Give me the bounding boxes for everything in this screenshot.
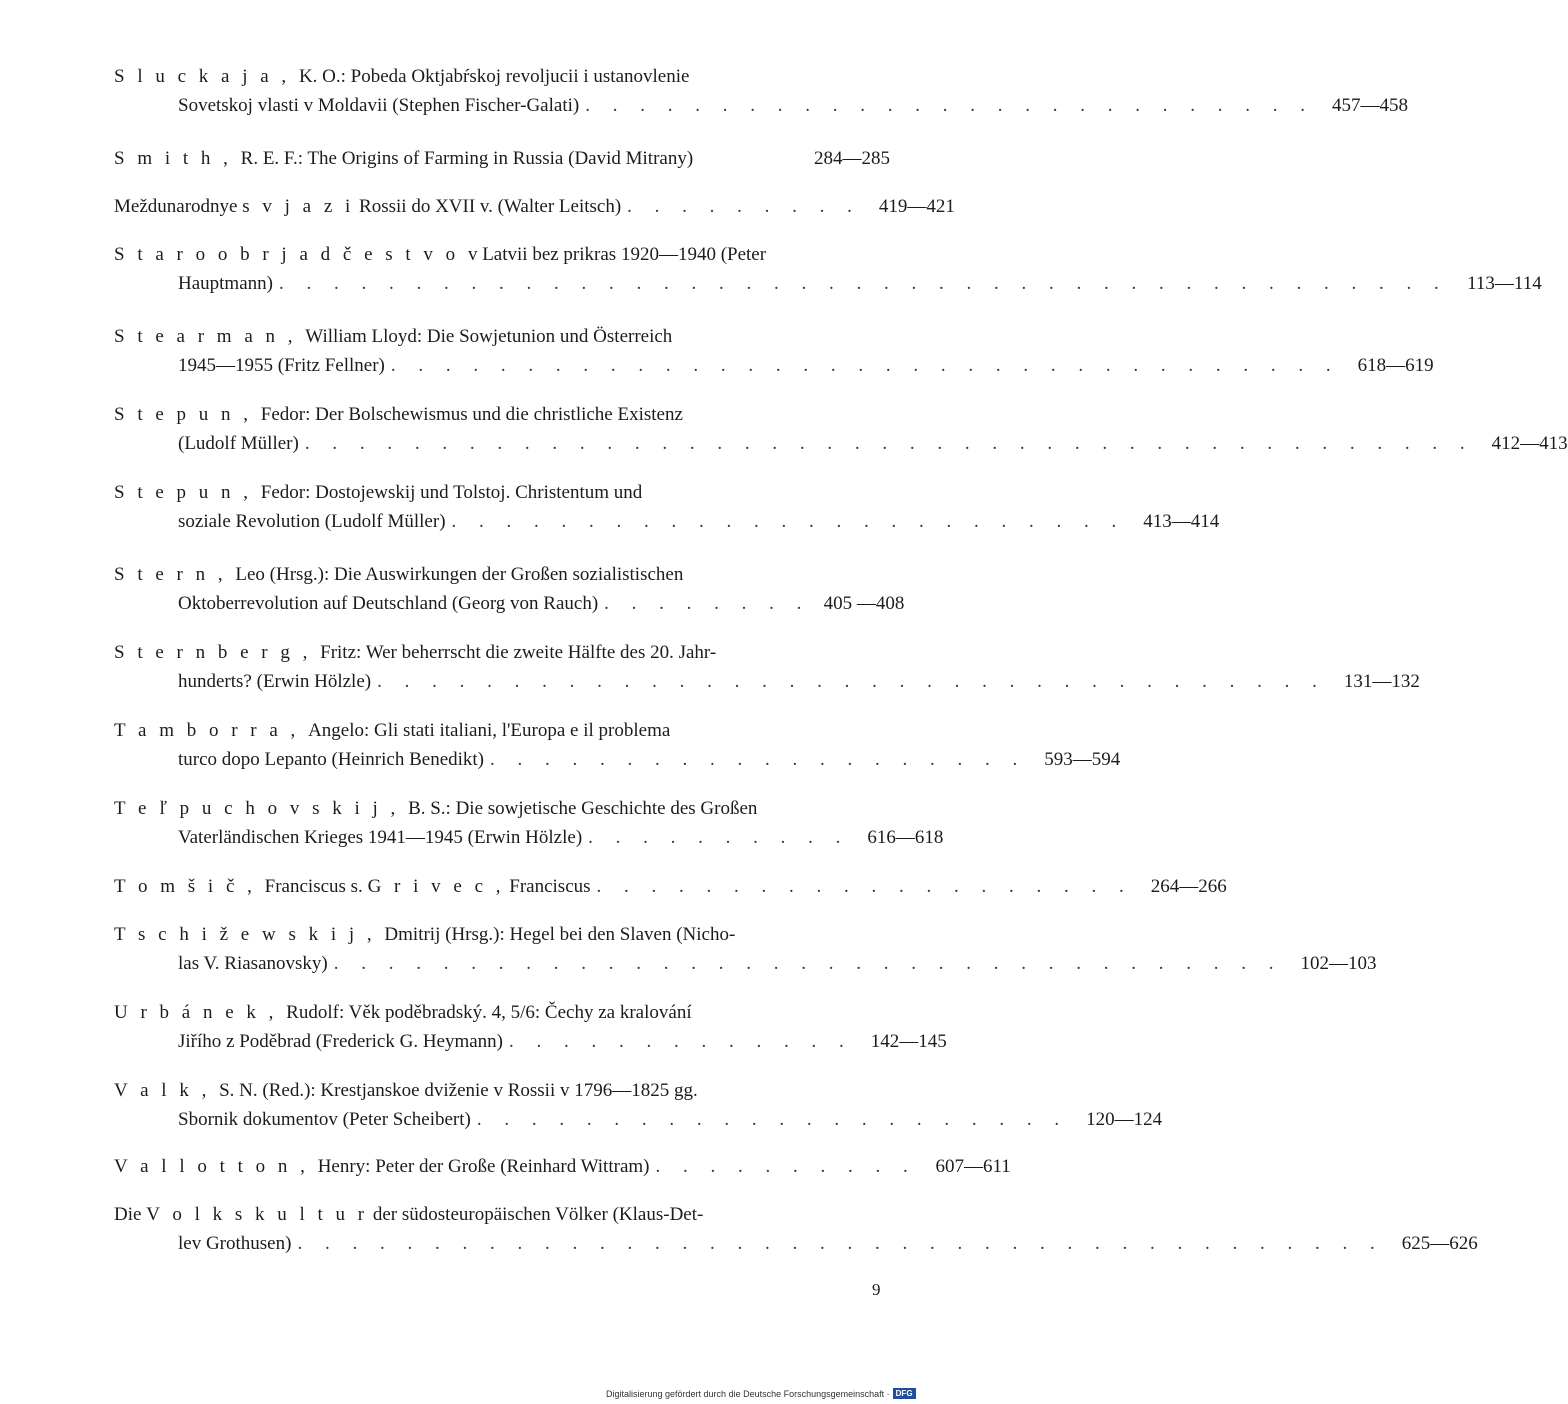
entry-title-continued: Hauptmann) — [178, 273, 273, 294]
author-name: S t e p u n , — [114, 482, 261, 503]
entry-title-continued: soziale Revolution (Ludolf Müller) — [178, 511, 446, 532]
page-range: 625—626 — [1401, 1233, 1478, 1254]
entry-title: Fritz: Wer beherrscht die zweite Hälfte des 20. Jahr- — [320, 642, 717, 663]
entry-title: William Lloyd: Die Sowjetunion und Österreich — [305, 326, 673, 347]
entry-title-continued: turco dopo Lepanto (Heinrich Benedikt) — [178, 749, 485, 770]
dot-leader: . . . . . . . . . . . . . . . . . . . . . . . . . . . . . . . . . . . — [377, 671, 1326, 692]
keyword-spaced: S t a r o o b r j a d č e s t v o — [114, 244, 468, 265]
entry-title-continued: las V. Riasanovsky) — [178, 953, 328, 974]
dot-leader: . . . . . . . . . . . . . . . . . . . . . . . . . — [451, 511, 1126, 532]
page-range: 264—266 — [1150, 876, 1227, 897]
page-range: 457—458 — [1331, 95, 1408, 116]
page-range: 616—618 — [867, 827, 944, 848]
author-name: V a l k , — [114, 1080, 220, 1101]
author-name: U r b á n e k , — [114, 1002, 287, 1023]
entry-title: B. S.: Die sowjetische Geschichte des Großen — [408, 798, 758, 819]
page-range: 131—132 — [1343, 671, 1420, 692]
entry-title: Franciscus s. — [264, 876, 368, 897]
author-name: S t e r n , — [114, 564, 236, 585]
entry-title-rest: Franciscus — [504, 876, 591, 897]
page-range: 607—611 — [935, 1156, 1011, 1177]
index-entry — [114, 144, 890, 173]
dot-leader: . . . . . . . . . . . . . . . . . . . . . . . . . . . — [585, 95, 1314, 116]
author-name: S t e p u n , — [114, 404, 261, 425]
author-name: T o m š i č , — [114, 876, 265, 897]
page-range: 102—103 — [1300, 953, 1377, 974]
index-entry — [114, 1200, 1478, 1258]
dot-leader: . . . . . . . . . . . . . . . . . . . . . . — [476, 1109, 1069, 1130]
entry-title: R. E. F.: The Origins of Farming in Russia (David Mitrany) — [240, 148, 694, 169]
entry-title: Dmitrij (Hrsg.): Hegel bei den Slaven (Nicho- — [384, 924, 736, 945]
entry-title: Meždunarodnye — [114, 196, 243, 217]
author-name: T a m b o r r a , — [114, 720, 309, 741]
page-range: 413—414 — [1143, 511, 1220, 532]
index-entry — [114, 192, 955, 221]
index-entry — [114, 560, 905, 618]
page-range: 405 —408 — [823, 593, 905, 614]
entry-title: Die — [114, 1204, 147, 1225]
index-entry — [114, 872, 1227, 901]
entry-title-continued: Oktoberrevolution auf Deutschland (Georg von Rauch) — [178, 593, 599, 614]
entry-title-rest: Rossii do XVII v. (Walter Leitsch) — [354, 196, 622, 217]
dot-leader: . . . . . . . . . . . . . . . . . . . . . . . . . . . . . . . . . . . . . . . . — [297, 1233, 1384, 1254]
dfg-logo: DFG — [893, 1388, 916, 1399]
entry-title: K. O.: Pobeda Oktjabŕskoj revoljucii i ustanovlenie — [298, 66, 690, 87]
entry-title: Henry: Peter der Große (Reinhard Wittram) — [317, 1156, 650, 1177]
dot-leader: . . . . . . . . . . — [588, 827, 850, 848]
entry-title-continued: Jiřího z Poděbrad (Frederick G. Heymann) — [178, 1031, 504, 1052]
page-range: 618—619 — [1357, 355, 1434, 376]
entry-title-continued: (Ludolf Müller) — [178, 433, 299, 454]
author-name: V a l l o t t o n , — [114, 1156, 318, 1177]
author-name: S t e r n b e r g , — [114, 642, 321, 663]
page-range: 419—421 — [878, 196, 955, 217]
dot-leader: . . . . . . . . — [604, 593, 811, 614]
index-entry — [114, 638, 1420, 696]
page-range: 593—594 — [1044, 749, 1121, 770]
page-range: 113—114 — [1467, 273, 1542, 294]
dot-leader: . . . . . . . . . . . . . . . . . . . . . . . . . . . . . . . . . . . . . . . . . . . — [278, 273, 1448, 294]
dot-leader: . . . . . . . . . . . . . . . . . . . . . . . . . . . . . . . . . . . . . . . . . . . — [304, 433, 1474, 454]
author-name: T e ľ p u c h o v s k i j , — [114, 798, 409, 819]
index-entry — [114, 794, 944, 852]
author-name: S l u c k a j a , — [114, 66, 299, 87]
entry-title: S. N. (Red.): Krestjanskoe dviženie v Rossii v 1796—1825 gg. — [219, 1080, 698, 1101]
dot-leader: . . . . . . . . . . . . . . . . . . . . — [490, 749, 1027, 770]
entry-title-continued: Vaterländischen Krieges 1941—1945 (Erwin Hölzle) — [178, 827, 583, 848]
entry-title: Angelo: Gli stati italiani, l'Europa e il problema — [308, 720, 671, 741]
entry-title-continued: 1945—1955 (Fritz Fellner) — [178, 355, 385, 376]
dot-leader: . . . . . . . . . . . . . . . . . . . . . . . . . . . . . . . . . . . — [333, 953, 1283, 974]
cross-reference-name: G r i v e c , — [367, 876, 505, 897]
entry-title-continued: Sbornik dokumentov (Peter Scheibert) — [178, 1109, 471, 1130]
dot-leader: . . . . . . . . . . . . . . . . . . . . . . . . . . . . . . . . . . . — [390, 355, 1340, 376]
dot-leader: . . . . . . . . . — [627, 196, 861, 217]
page-number: 9 — [872, 1280, 881, 1299]
index-entry — [114, 716, 1121, 774]
author-name: T s c h i ž e w s k i j , — [114, 924, 385, 945]
author-name: S m i t h , — [114, 148, 241, 169]
keyword-spaced: V o l k s k u l t u r — [146, 1204, 369, 1225]
dot-leader: . . . . . . . . . . . . . — [509, 1031, 853, 1052]
index-entry — [114, 62, 1408, 120]
footer-text: Digitalisierung gefördert durch die Deutsche Forschungsgemeinschaft · — [606, 1388, 890, 1399]
index-entry — [114, 322, 1434, 380]
entry-title: v Latvii bez prikras 1920—1940 (Peter — [467, 244, 767, 265]
index-entry — [114, 998, 947, 1056]
entry-title: Fedor: Dostojewskij und Tolstoj. Christentum und — [260, 482, 643, 503]
index-entry — [114, 1152, 1011, 1181]
keyword-spaced: s v j a z i — [242, 196, 355, 217]
entry-title-continued: hunderts? (Erwin Hölzle) — [178, 671, 372, 692]
index-entry — [114, 400, 1568, 458]
digitization-footer — [606, 1388, 916, 1399]
entry-title: Leo (Hrsg.): Die Auswirkungen der Großen sozialistischen — [235, 564, 684, 585]
author-name: S t e a r m a n , — [114, 326, 306, 347]
index-entry — [114, 478, 1220, 536]
entry-title-rest: der südosteuropäischen Völker (Klaus-Det- — [368, 1204, 704, 1225]
page-range: 120—124 — [1086, 1109, 1163, 1130]
page-range: 284—285 — [814, 148, 890, 169]
index-entry — [114, 1076, 1163, 1134]
dot-leader: . . . . . . . . . . — [655, 1156, 917, 1177]
entry-title: Rudolf: Věk poděbradský. 4, 5/6: Čechy za kralování — [286, 1002, 692, 1023]
dot-leader: . . . . . . . . . . . . . . . . . . . . — [596, 876, 1133, 897]
page-range: 412—413 — [1491, 433, 1568, 454]
index-entry — [114, 240, 1542, 298]
page-range: 142—145 — [870, 1031, 947, 1052]
entry-title: Fedor: Der Bolschewismus und die christliche Existenz — [260, 404, 683, 425]
index-entry — [114, 920, 1377, 978]
entry-title-continued: Sovetskoj vlasti v Moldavii (Stephen Fischer-Galati) — [178, 95, 580, 116]
entry-title-continued: lev Grothusen) — [178, 1233, 292, 1254]
